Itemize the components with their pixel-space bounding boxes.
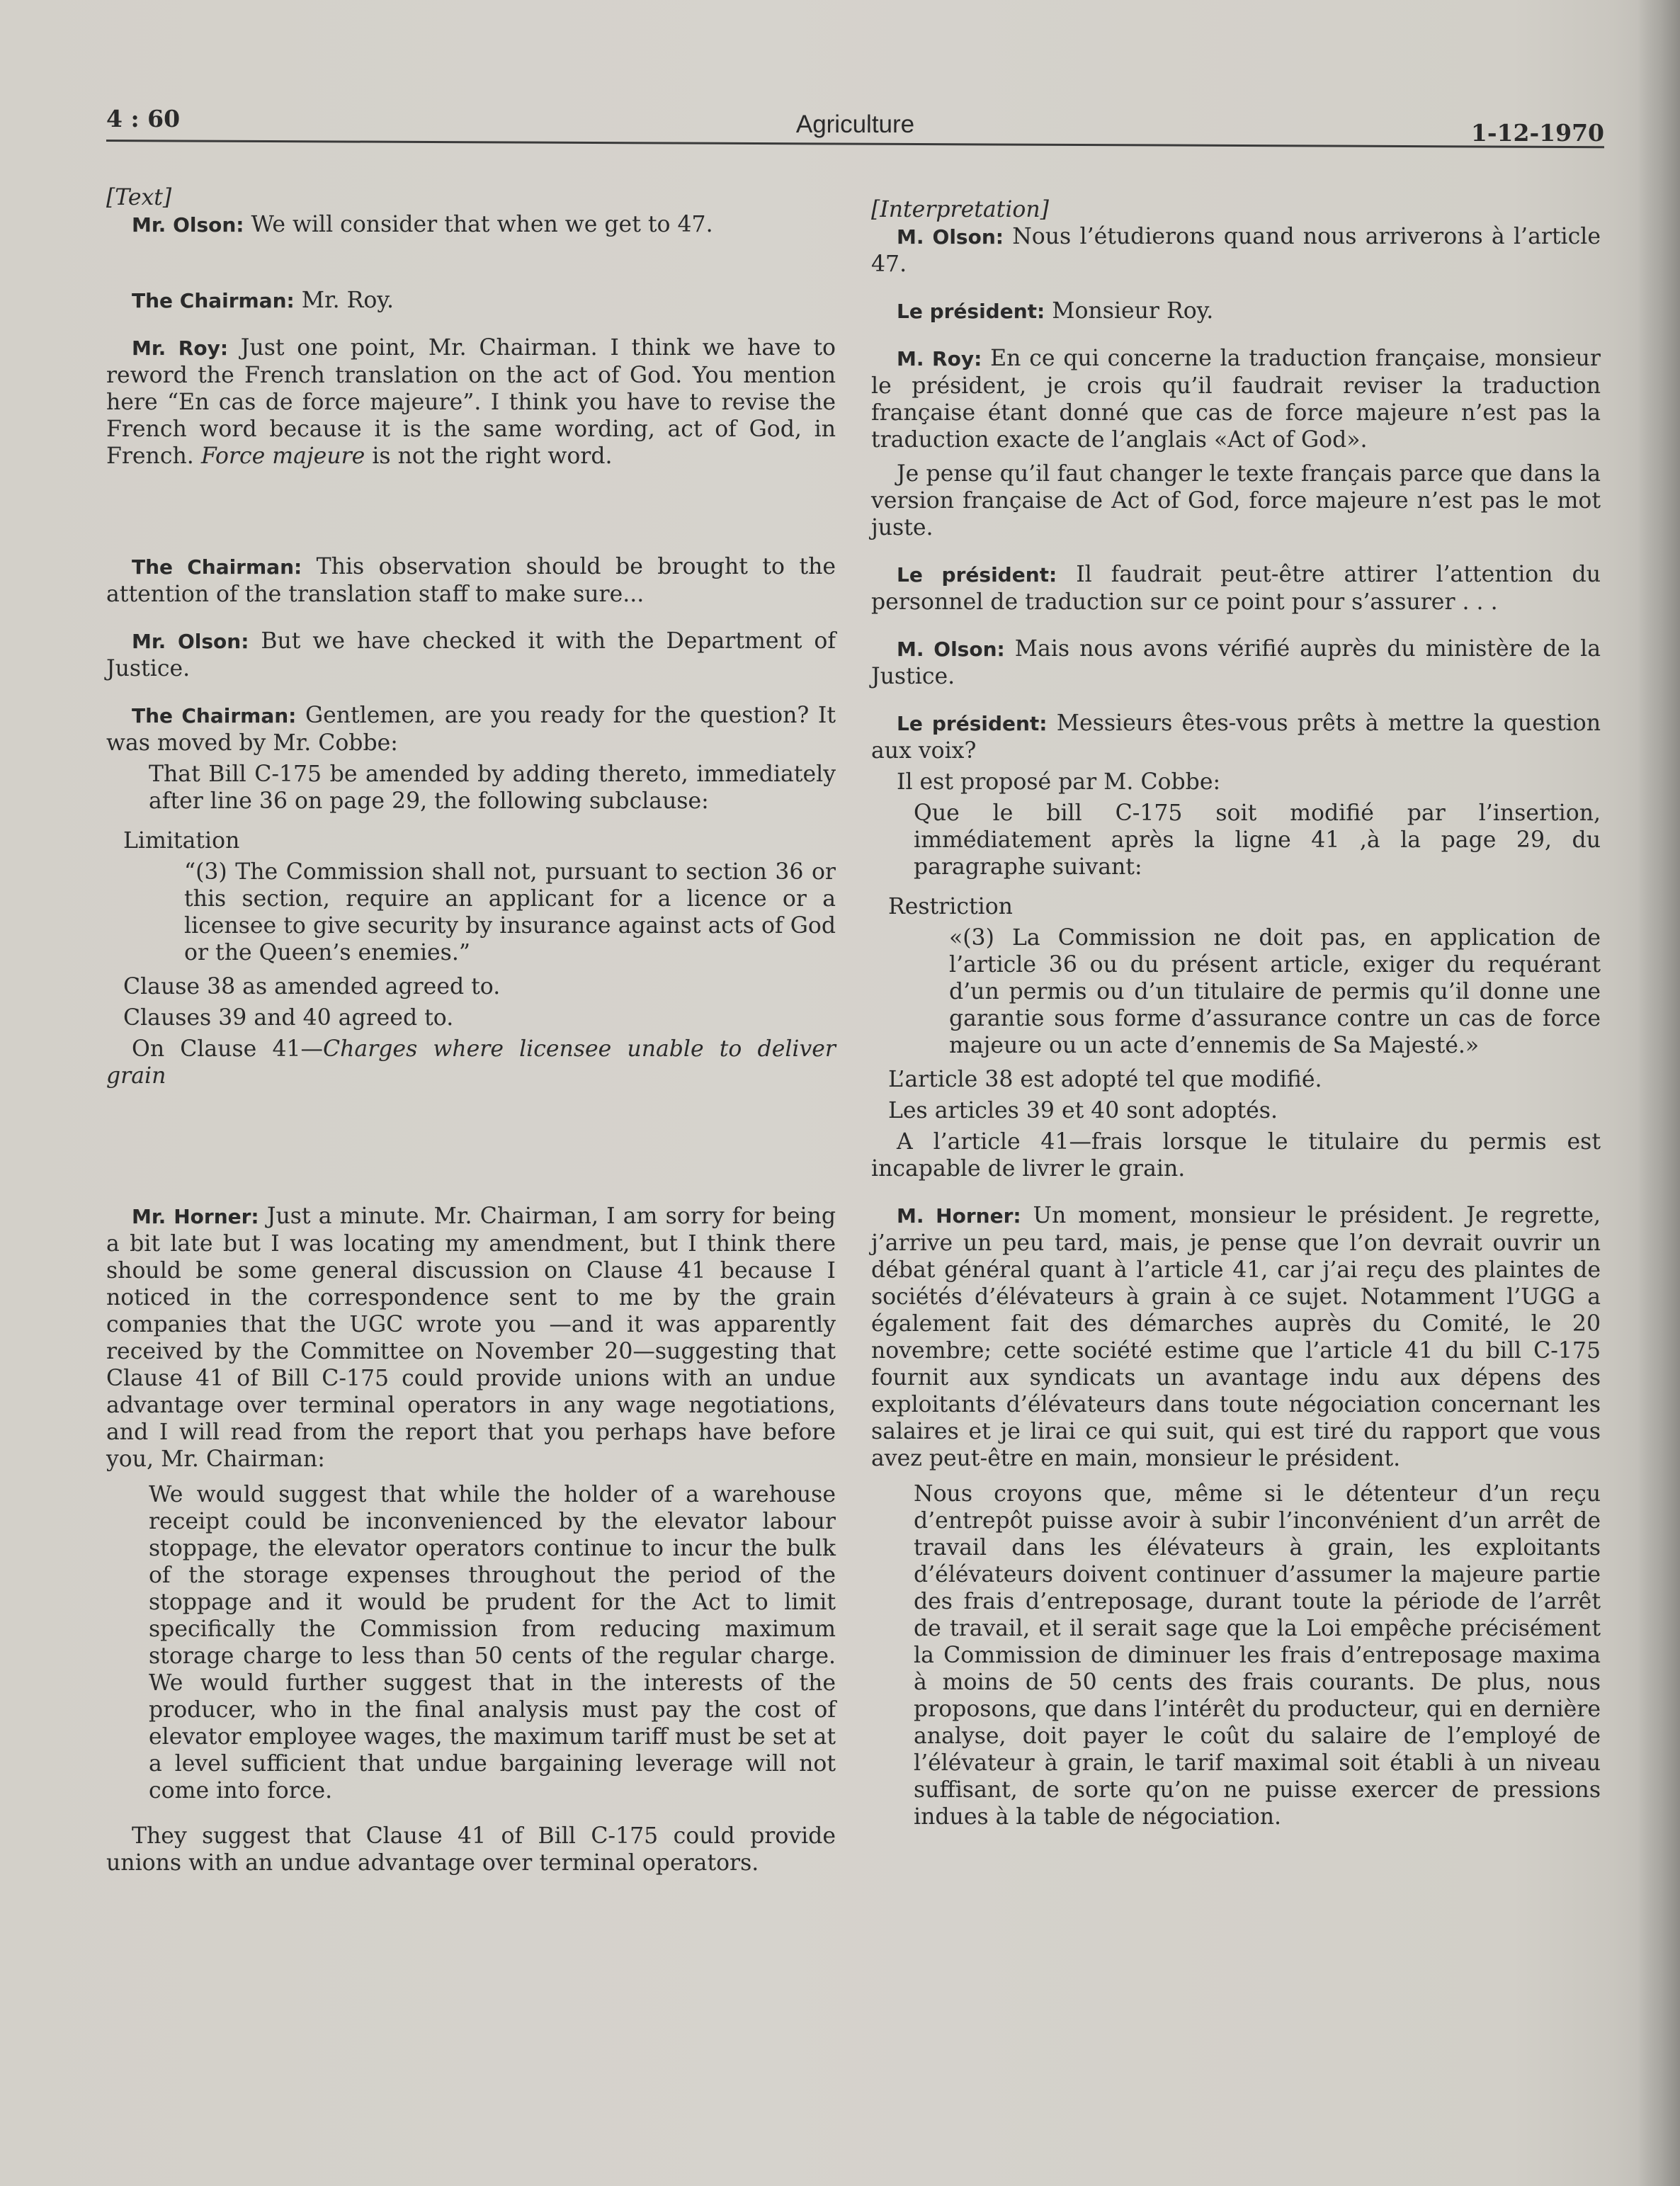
paragraph: They suggest that Clause 41 of Bill C-175 could provide unions with an undue advantage over terminal operators. [106, 1823, 836, 1876]
paragraph [871, 710, 1601, 764]
page-number: 4 : 60 [106, 105, 181, 132]
clause-status: L’article 38 est adopté tel que modifié. [888, 1067, 1322, 1092]
speech: We will consider that when we get to 47. [244, 212, 713, 237]
speech: Messieurs êtes-vous prêts à mettre la question aux voix? [871, 710, 1601, 764]
clause-title: Charges where licensee unable to deliver grain [106, 1036, 836, 1089]
paragraph [106, 702, 836, 757]
speaker: Mr. Horner: [132, 1205, 259, 1228]
paragraph [106, 334, 836, 470]
speaker: Le président: [897, 300, 1045, 323]
speech: Nous l’étudierons quand nous arriverons à l’article 47. [871, 224, 1601, 277]
paragraph [106, 1203, 836, 1473]
interpretation-tag: [Interpretation] [871, 197, 1049, 222]
speaker: M. Olson: [897, 638, 1005, 661]
paragraph [106, 628, 836, 682]
clause-status: Les articles 39 et 40 sont adoptés. [888, 1098, 1278, 1123]
text-tag: [Text] [106, 185, 172, 210]
clause-status: Clauses 39 and 40 agreed to. [123, 1005, 454, 1031]
speech: Just one point, Mr. Chairman. I think we have to reword the French translation on the act of God. You mention here “En cas de force majeure”. I think you have to revise the French word because it is the same wording, act of God, in French. [106, 335, 836, 469]
subclause-text: “(3) The Commission shall not, pursuant to section 36 or this section, require an applicant for a licence or a licensee to give security by insurance against acts of God or the Queen’s enemies.” [184, 859, 836, 965]
speaker: Mr. Olson: [132, 630, 249, 653]
speech: Gentlemen, are you ready for the question? It was moved by Mr. Cobbe: [106, 703, 836, 756]
speaker: The Chairman: [132, 704, 297, 727]
speech: Mais nous avons vérifié auprès du ministère de la Justice. [871, 636, 1601, 689]
french-column [871, 196, 1601, 1850]
quoted-report: Nous croyons que, même si le détenteur d’un reçu d’entrepôt puisse avoir à subir l’inconvénient d’un arrêt de travail dans les élévateurs à grain, les exploitants d’élévateurs doivent continuer d’assumer la majeure partie des frais d’entreposage, durant toute la période de l’arrêt de travail, et il serait sage que la Loi empêche précisément la Commission de diminuer les frais d’entreposage maxima à moins de 50 cents des frais courants. De plus, nous proposons, que dans l’intérêt du producteur, qui en dernière analyse, doit payer le coût du salaire de l’employé de l’élévateur à grain, le tarif maximal soit établi à un niveau suffisant, de sorte qu’on ne puisse exercer de pressions indues à la table de négociation. [914, 1481, 1601, 1830]
subclause-text: «(3) La Commission ne doit pas, en application de l’article 36 ou du présent article, exiger du requérant d’un permis ou d’un titulaire de permis qu’il donne une garantie sous forme d’assurance contre un cas de force majeure ou un acte d’ennemis de Sa Majesté.» [949, 925, 1601, 1058]
running-title: Agriculture [795, 111, 915, 138]
speech: This observation should be brought to the attention of the translation staff to make sure... [106, 554, 836, 607]
subclause-heading: Limitation [123, 828, 240, 854]
paragraph [871, 223, 1601, 278]
page-header [106, 99, 1604, 147]
paragraph: Je pense qu’il faut changer le texte français parce que dans la version française de Act of God, force majeure n’est pas le mot juste. [871, 461, 1601, 540]
motion-text: That Bill C-175 be amended by adding thereto, immediately after line 36 on page 29, the following subclause: [149, 761, 836, 814]
speech: En ce qui concerne la traduction française, monsieur le président, je crois qu’il faudrait reviser la traduction française étant donné que cas de force majeure n’est pas la traduction exacte de l’anglais «Act of God». [871, 346, 1601, 453]
paragraph [871, 561, 1601, 616]
speaker: M. Roy: [897, 347, 982, 370]
clause-label: On Clause 41— [132, 1036, 324, 1062]
speech: Monsieur Roy. [1045, 298, 1214, 324]
paragraph [871, 345, 1601, 453]
speech: Just a minute. Mr. Chairman, I am sorry for being a bit late but I was locating my amendment, but I think there should be some general discussion on Clause 41 because I noticed in the correspondence sent to me by the grain companies that the UGC wrote you —and it was apparently received by the Committee on November 20—suggesting that Clause 41 of Bill C-175 could provide unions with an undue advantage over terminal operators in any wage negotiations, and I will read from the report that you perhaps have before you, Mr. Chairman: [106, 1204, 836, 1472]
clause-heading [106, 1036, 836, 1089]
speech: is not the right word. [365, 443, 613, 469]
clause-heading: A l’article 41—frais lorsque le titulaire du permis est incapable de livrer le grain. [871, 1129, 1601, 1182]
speaker: M. Horner: [897, 1204, 1021, 1228]
motion-text: Que le bill C-175 soit modifié par l’insertion, immédiatement après la ligne 41 ,à la page 29, du paragraphe suivant: [914, 800, 1601, 880]
quoted-report: We would suggest that while the holder of a warehouse receipt could be inconvenienced by the elevator labour stoppage, the elevator operators continue to incur the bulk of the storage expenses throughout the period of the stoppage and it would be prudent for the Act to limit specifically the Commission from reducing maximum storage charge to less than 50 cents of the regular charge. We would further suggest that in the interests of the producer, who in the final analysis must pay the cost of elevator employee wages, the maximum tariff must be set at a level sufficient that undue bargaining leverage will not come into force. [149, 1482, 836, 1803]
page-date: 1-12-1970 [1470, 119, 1604, 147]
paragraph [106, 211, 836, 239]
speaker: Le président: [897, 563, 1057, 587]
clause-status: Clause 38 as amended agreed to. [123, 974, 501, 999]
paragraph [871, 1202, 1601, 1472]
speech: Il faudrait peut-être attirer l’attention du personnel de traduction sur ce point pour s’assurer . . . [871, 562, 1601, 615]
paragraph [106, 287, 836, 315]
proposed-by: Il est proposé par M. Cobbe: [897, 769, 1221, 795]
speaker: M. Olson: [897, 225, 1004, 249]
speech: Un moment, monsieur le président. Je regrette, j’arrive un peu tard, mais, je pense que l’on devrait ouvrir un débat général quant à l’article 41, car j’ai reçu des plaintes de sociétés d’élévateurs à grain à ce sujet. Notamment l’UGG a également fait des démarches auprès du Comité, le 20 novembre; cette société estime que l’article 41 du bill C-175 fournit aux syndicats un avantage indu aux dépens des exploitants d’élévateurs dans toute négociation concernant les salaires et je lirai ce qui suit, qui est tiré du rapport que vous avez peut-être en main, monsieur le président. [871, 1203, 1601, 1471]
paragraph [106, 553, 836, 608]
speaker: Mr. Olson: [132, 213, 244, 237]
english-column [106, 184, 836, 1896]
speaker: The Chairman: [132, 289, 295, 312]
speaker: The Chairman: [132, 555, 302, 579]
page-edge-shadow [1638, 0, 1680, 2186]
speaker: Le président: [897, 712, 1048, 735]
paragraph [871, 298, 1601, 325]
subclause-heading: Restriction [888, 894, 1013, 919]
speaker: Mr. Roy: [132, 336, 229, 360]
speech: Mr. Roy. [294, 288, 394, 313]
speech-italic: Force majeure [200, 443, 365, 469]
speech: But we have checked it with the Department of Justice. [106, 628, 836, 681]
paragraph [871, 635, 1601, 690]
